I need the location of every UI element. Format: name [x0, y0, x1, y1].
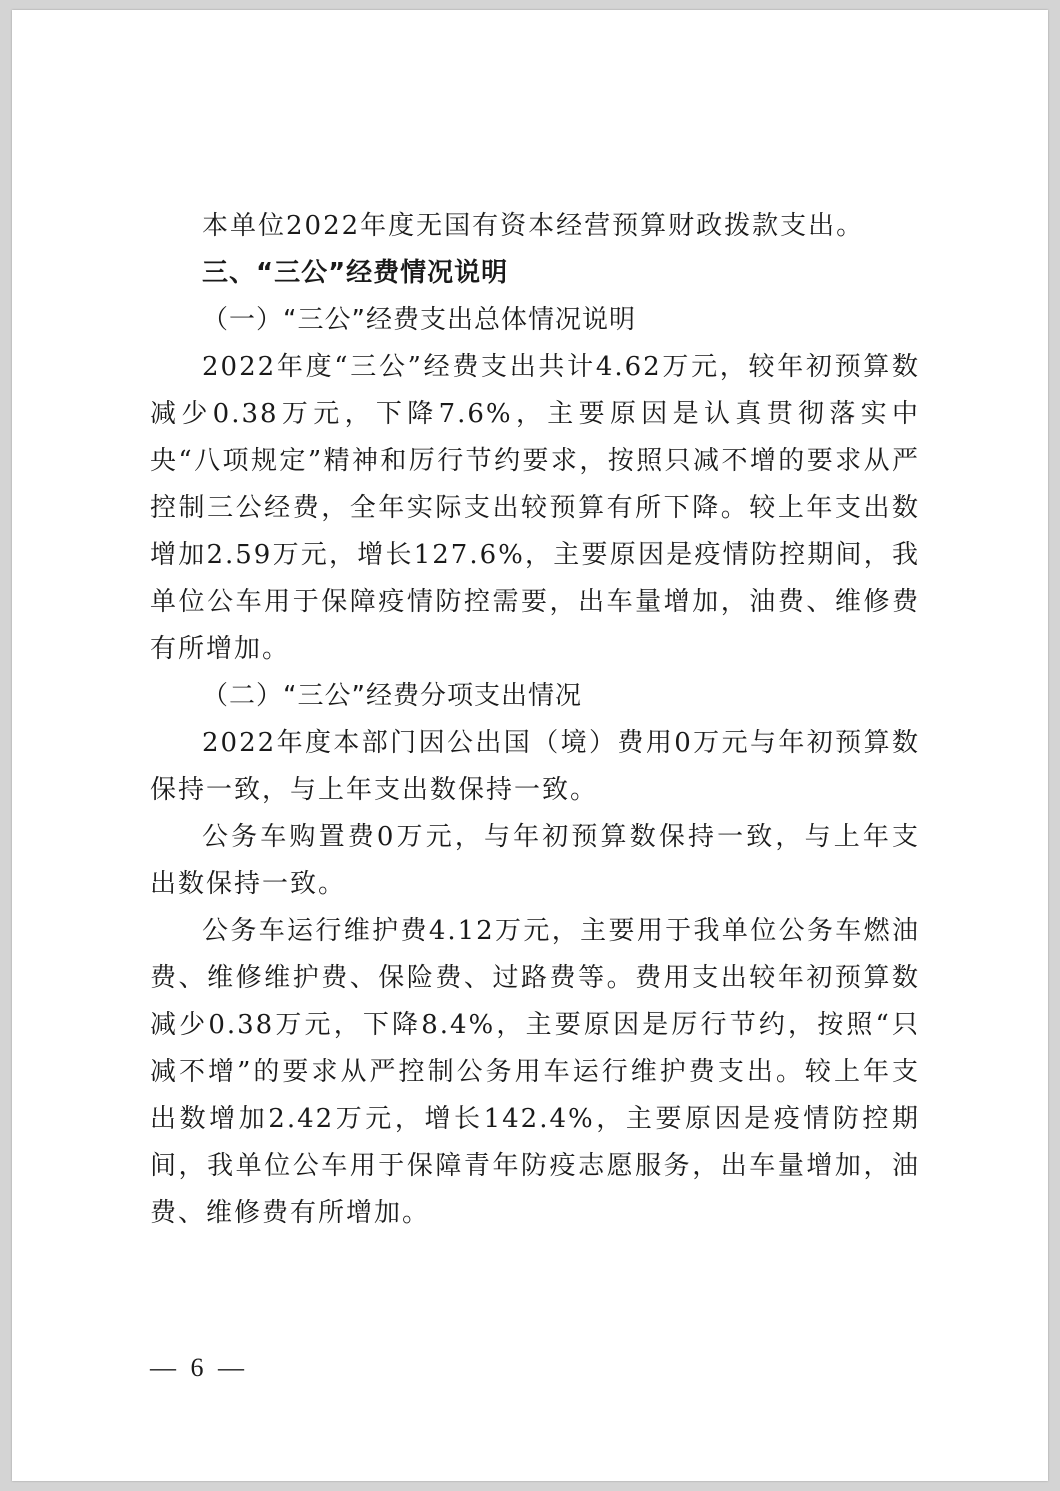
page-number: — 6 — [150, 1353, 248, 1382]
paragraph-overseas-travel: 2022年度本部门因公出国（境）费用0万元与年初预算数保持一致，与上年支出数保持一致。 [150, 728, 920, 805]
paragraph-vehicle-maintenance: 公务车运行维护费4.12万元，主要用于我单位公务车燃油费、维修维护费、保险费、过路费等。费用支出较年初预算数减少0.38万元，下降8.4%，主要原因是厉行节约，按照“只减不增”的要求从严控制公务用车运行维护费支出。较上年支出数增加2.42万元，增长142.4%，主要原因是疫情防控期间，我单位公车用于保障青年防疫志愿服务，出车量增加，油费、维修费有所增加。 [150, 916, 920, 1228]
section-heading-three-public: 三、“三公”经费情况说明 [202, 258, 509, 288]
paragraph-overall-expenditure: 2022年度“三公”经费支出共计4.62万元，较年初预算数减少0.38万元，下降7.6%，主要原因是认真贯彻落实中央“八项规定”精神和厉行节约要求，按照只减不增的要求从严控制三公经费，全年实际支出较预算有所下降。较上年支出数增加2.59万元，增长127.6%，主要原因是疫情防控期间，我单位公车用于保障疫情防控需要，出车量增加，油费、维修费有所增加。 [150, 352, 920, 664]
paragraph-vehicle-purchase: 公务车购置费0万元，与年初预算数保持一致，与上年支出数保持一致。 [150, 822, 920, 899]
subsection-heading-itemized: （二）“三公”经费分项支出情况 [202, 681, 582, 711]
paragraph-state-capital-budget: 本单位2022年度无国有资本经营预算财政拨款支出。 [202, 211, 865, 241]
subsection-heading-overall: （一）“三公”经费支出总体情况说明 [202, 305, 636, 335]
document-body [150, 203, 920, 1237]
document-page [12, 10, 1048, 1481]
